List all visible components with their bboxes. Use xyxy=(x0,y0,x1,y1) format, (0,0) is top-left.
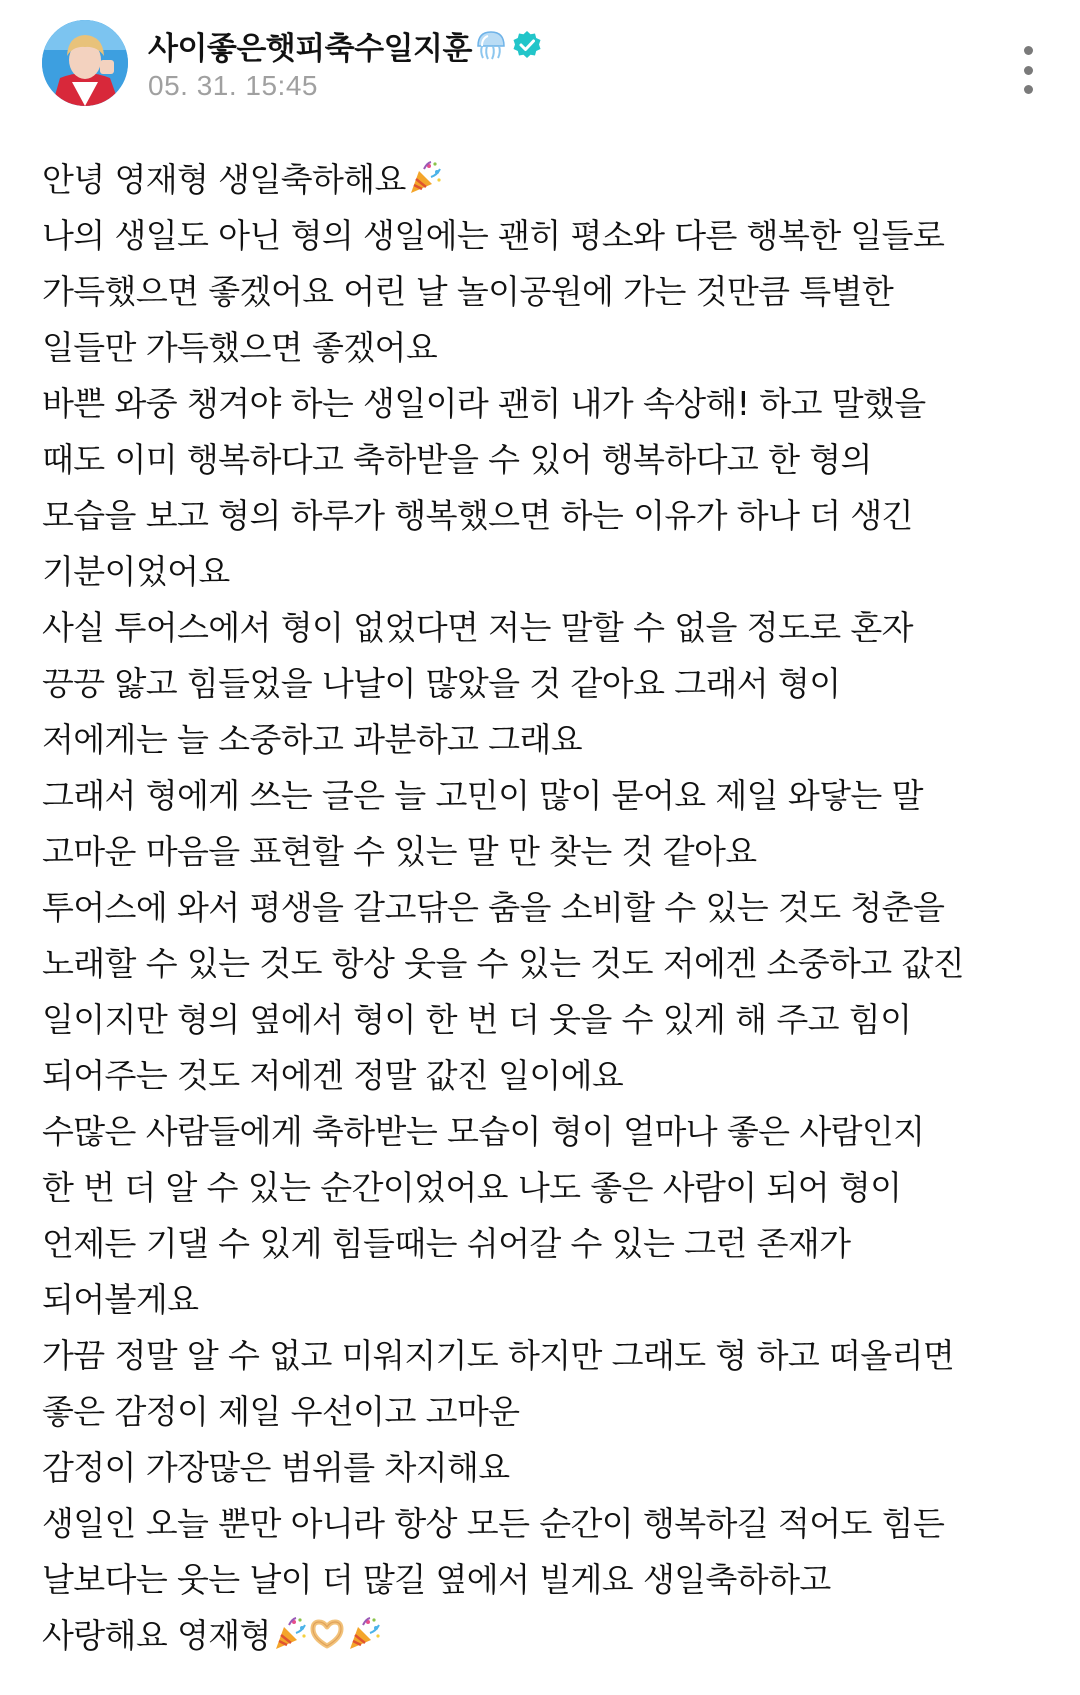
post-line-text: 사랑해요 영재형 xyxy=(42,1616,271,1655)
post-line: 감정이 가장많은 범위를 차지해요 xyxy=(42,1448,510,1487)
avatar[interactable] xyxy=(42,20,128,106)
jellyfish-icon xyxy=(474,28,508,62)
party-popper-icon xyxy=(272,1613,308,1649)
post-line: 되어볼게요 xyxy=(42,1280,199,1319)
post-line: 수많은 사람들에게 축하받는 모습이 형이 얼마나 좋은 사람인지 xyxy=(42,1112,925,1151)
post-line: 때도 이미 행복하다고 축하받을 수 있어 행복하다고 한 형의 xyxy=(42,440,872,479)
post-line: 언제든 기댈 수 있게 힘들때는 쉬어갈 수 있는 그런 존재가 xyxy=(42,1224,851,1263)
heart-hands-icon xyxy=(309,1613,345,1649)
verified-badge-icon xyxy=(512,30,542,60)
post-header xyxy=(0,0,1080,120)
author-name[interactable]: 사이좋은햇피축수일지훈 xyxy=(148,30,472,67)
post-line: 한 번 더 알 수 있는 순간이었어요 나도 좋은 사람이 되어 형이 xyxy=(42,1168,902,1207)
post-line: 되어주는 것도 저에겐 정말 값진 일이에요 xyxy=(42,1056,624,1095)
post-line: 투어스에 와서 평생을 갈고닦은 춤을 소비할 수 있는 것도 청춘을 xyxy=(42,888,945,927)
post-line-text: 안녕 영재형 생일축하해요 xyxy=(42,160,406,199)
post-line: 노래할 수 있는 것도 항상 웃을 수 있는 것도 저에겐 소중하고 값진 xyxy=(42,944,965,983)
post-line: 날보다는 웃는 날이 더 많길 옆에서 빌게요 생일축하하고 xyxy=(42,1560,831,1599)
post-line xyxy=(42,152,1072,208)
post-line xyxy=(42,1608,1072,1664)
post-line: 일들만 가득했으면 좋겠어요 xyxy=(42,328,438,367)
post-body xyxy=(42,152,1072,1664)
post-line: 일이지만 형의 옆에서 형이 한 번 더 웃을 수 있게 해 주고 힘이 xyxy=(42,1000,912,1039)
post-line: 그래서 형에게 쓰는 글은 늘 고민이 많이 묻어요 제일 와닿는 말 xyxy=(42,776,923,815)
more-dot-icon xyxy=(1024,46,1033,55)
party-popper-icon xyxy=(407,157,443,193)
post-line: 가득했으면 좋겠어요 어린 날 놀이공원에 가는 것만큼 특별한 xyxy=(42,272,894,311)
post-line: 나의 생일도 아닌 형의 생일에는 괜히 평소와 다른 행복한 일들로 xyxy=(42,216,945,255)
more-options-button[interactable] xyxy=(1010,40,1046,100)
post-line: 생일인 오늘 뿐만 아니라 항상 모든 순간이 행복하길 적어도 힘든 xyxy=(42,1504,945,1543)
more-dot-icon xyxy=(1024,85,1033,94)
post-line: 끙끙 앓고 힘들었을 나날이 많았을 것 같아요 그래서 형이 xyxy=(42,664,841,703)
post-line: 바쁜 와중 챙겨야 하는 생일이라 괜히 내가 속상해! 하고 말했을 xyxy=(42,384,926,423)
post-line: 사실 투어스에서 형이 없었다면 저는 말할 수 없을 정도로 혼자 xyxy=(42,608,913,647)
post-line: 기분이었어요 xyxy=(42,552,230,591)
post-timestamp: 05. 31. 15:45 xyxy=(148,70,318,101)
avatar-image xyxy=(42,20,128,106)
post-line: 저에게는 늘 소중하고 과분하고 그래요 xyxy=(42,720,583,759)
party-popper-icon xyxy=(346,1613,382,1649)
post-line: 가끔 정말 알 수 없고 미워지기도 하지만 그래도 형 하고 떠올리면 xyxy=(42,1336,955,1375)
author-name-row[interactable] xyxy=(148,22,542,68)
more-dot-icon xyxy=(1024,66,1033,75)
post-line: 모습을 보고 형의 하루가 행복했으면 하는 이유가 하나 더 생긴 xyxy=(42,496,913,535)
post-line: 좋은 감정이 제일 우선이고 고마운 xyxy=(42,1392,520,1431)
post-line: 고마운 마음을 표현할 수 있는 말 만 찾는 것 같아요 xyxy=(42,832,757,871)
